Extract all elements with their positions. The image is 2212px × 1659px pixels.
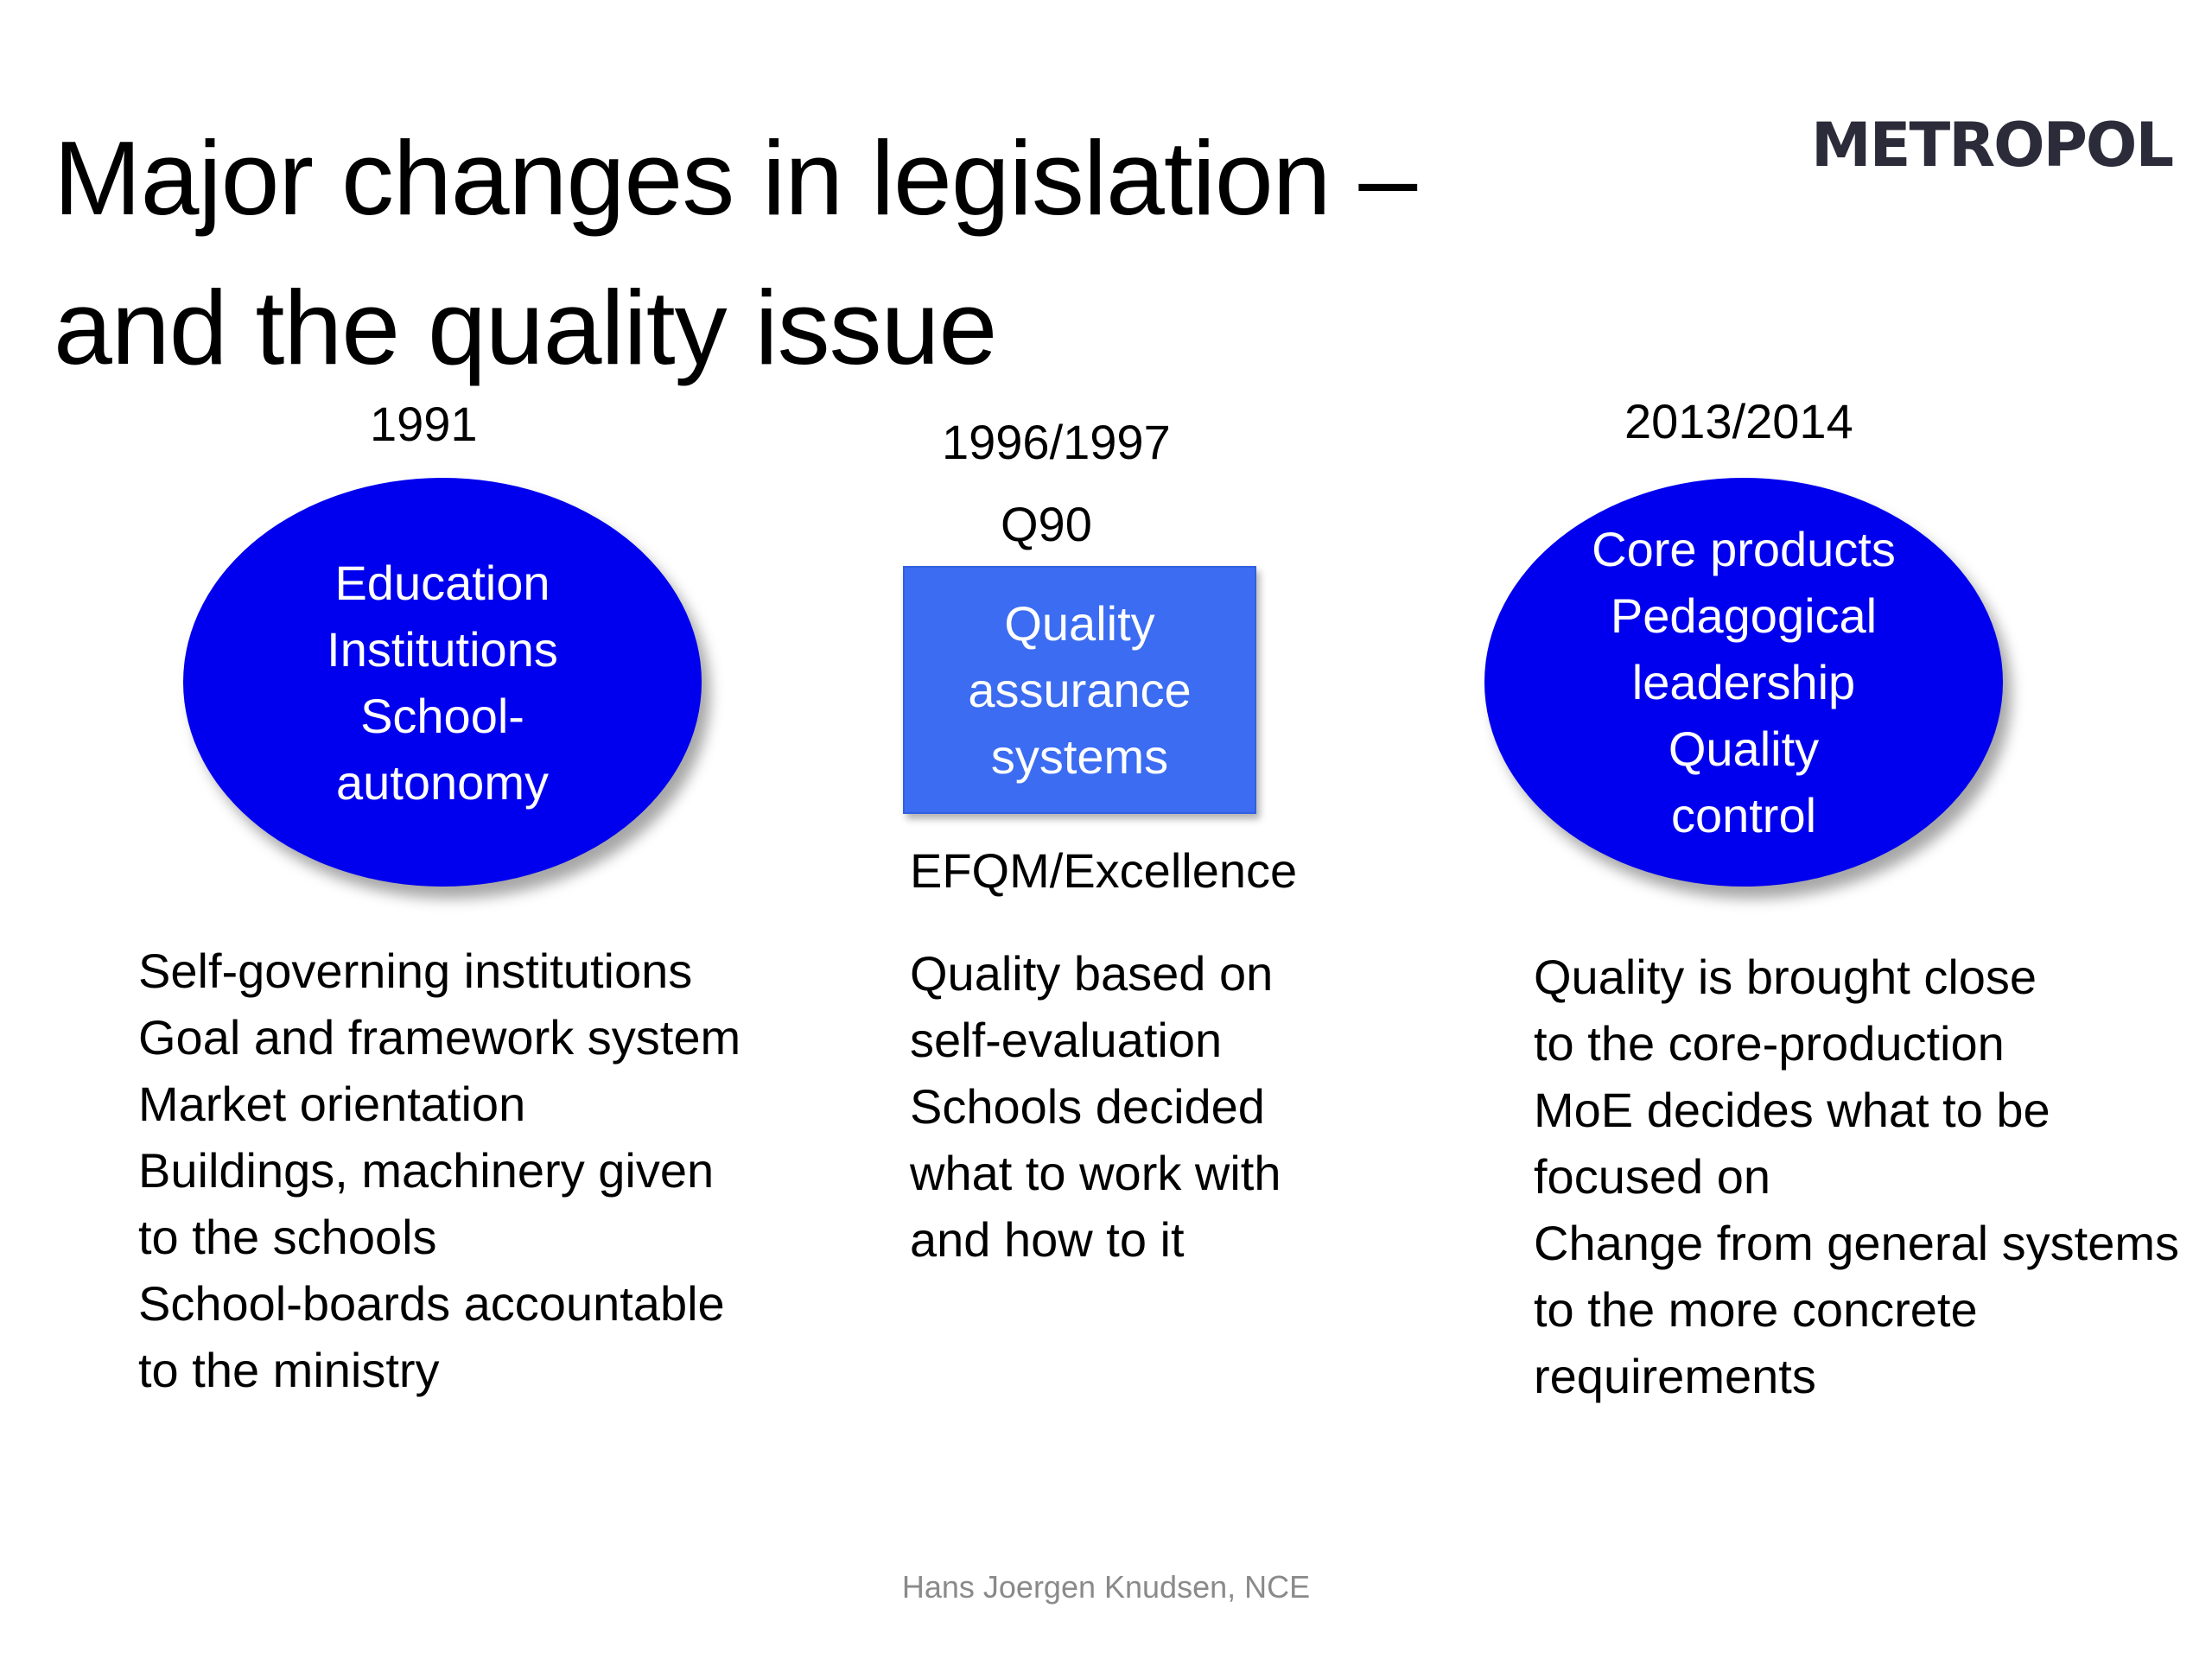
description-line: Goal and framework system	[138, 1010, 741, 1065]
description-line: School-boards accountable	[138, 1276, 725, 1331]
year-label-2013-2014: 2013/2014	[1624, 394, 1853, 448]
description-line: requirements	[1534, 1349, 1816, 1403]
year-label-1996-1997: 1996/1997	[942, 415, 1171, 469]
description-line: Self-governing institutions	[138, 944, 693, 998]
description-line: Quality based on	[910, 946, 1274, 1001]
ellipse-education-institutions	[183, 478, 702, 887]
slide-title-line-1: Major changes in legislation –	[54, 119, 1417, 237]
description-line: Schools decided	[910, 1079, 1265, 1134]
description-1996-1997	[910, 940, 1281, 1273]
slide-title	[54, 104, 1695, 403]
metropol-logo: METROPOL	[1811, 110, 2173, 181]
slide-title-line-2: and the quality issue	[54, 269, 997, 386]
box-line: assurance	[968, 663, 1192, 717]
description-line: focused on	[1534, 1149, 1770, 1204]
description-2013-2014	[1534, 944, 2179, 1409]
ellipse-line: Education	[334, 555, 550, 610]
ellipse-line: Core products	[1592, 522, 1896, 576]
ellipse-line: Quality	[1668, 721, 1820, 776]
ellipse-line: control	[1670, 788, 1817, 842]
description-line: MoE decides what to be	[1534, 1083, 2050, 1137]
box-line: Quality	[1004, 596, 1155, 651]
box-line: systems	[990, 729, 1169, 784]
description-line: what to work with	[910, 1146, 1281, 1200]
description-1991	[138, 938, 741, 1403]
description-line: Market orientation	[138, 1077, 526, 1131]
description-line: Change from general systems	[1534, 1216, 2180, 1270]
year-label-1991: 1991	[370, 397, 478, 451]
ellipse-line: Pedagogical	[1610, 588, 1878, 643]
description-line: to the schools	[138, 1210, 437, 1264]
slide-footer: Hans Joergen Knudsen, NCE	[901, 1569, 1311, 1605]
quality-assurance-box	[903, 566, 1256, 814]
ellipse-line: School-	[360, 688, 524, 743]
description-line: to the more concrete	[1534, 1282, 1978, 1337]
q90-label: Q90	[1001, 497, 1092, 551]
description-line: and how to it	[910, 1212, 1185, 1267]
description-line: Quality is brought close	[1534, 950, 2037, 1004]
ellipse-core-products	[1484, 478, 2003, 887]
ellipse-line: Institutions	[327, 621, 558, 677]
description-line: to the core-production	[1534, 1016, 2005, 1071]
description-line: self-evaluation	[910, 1013, 1223, 1067]
ellipse-line: autonomy	[336, 754, 549, 810]
description-line: Buildings, machinery given	[138, 1143, 715, 1198]
efqm-label: EFQM/Excellence	[910, 843, 1298, 898]
description-line: to the ministry	[138, 1343, 440, 1397]
ellipse-line: leadership	[1631, 655, 1856, 709]
